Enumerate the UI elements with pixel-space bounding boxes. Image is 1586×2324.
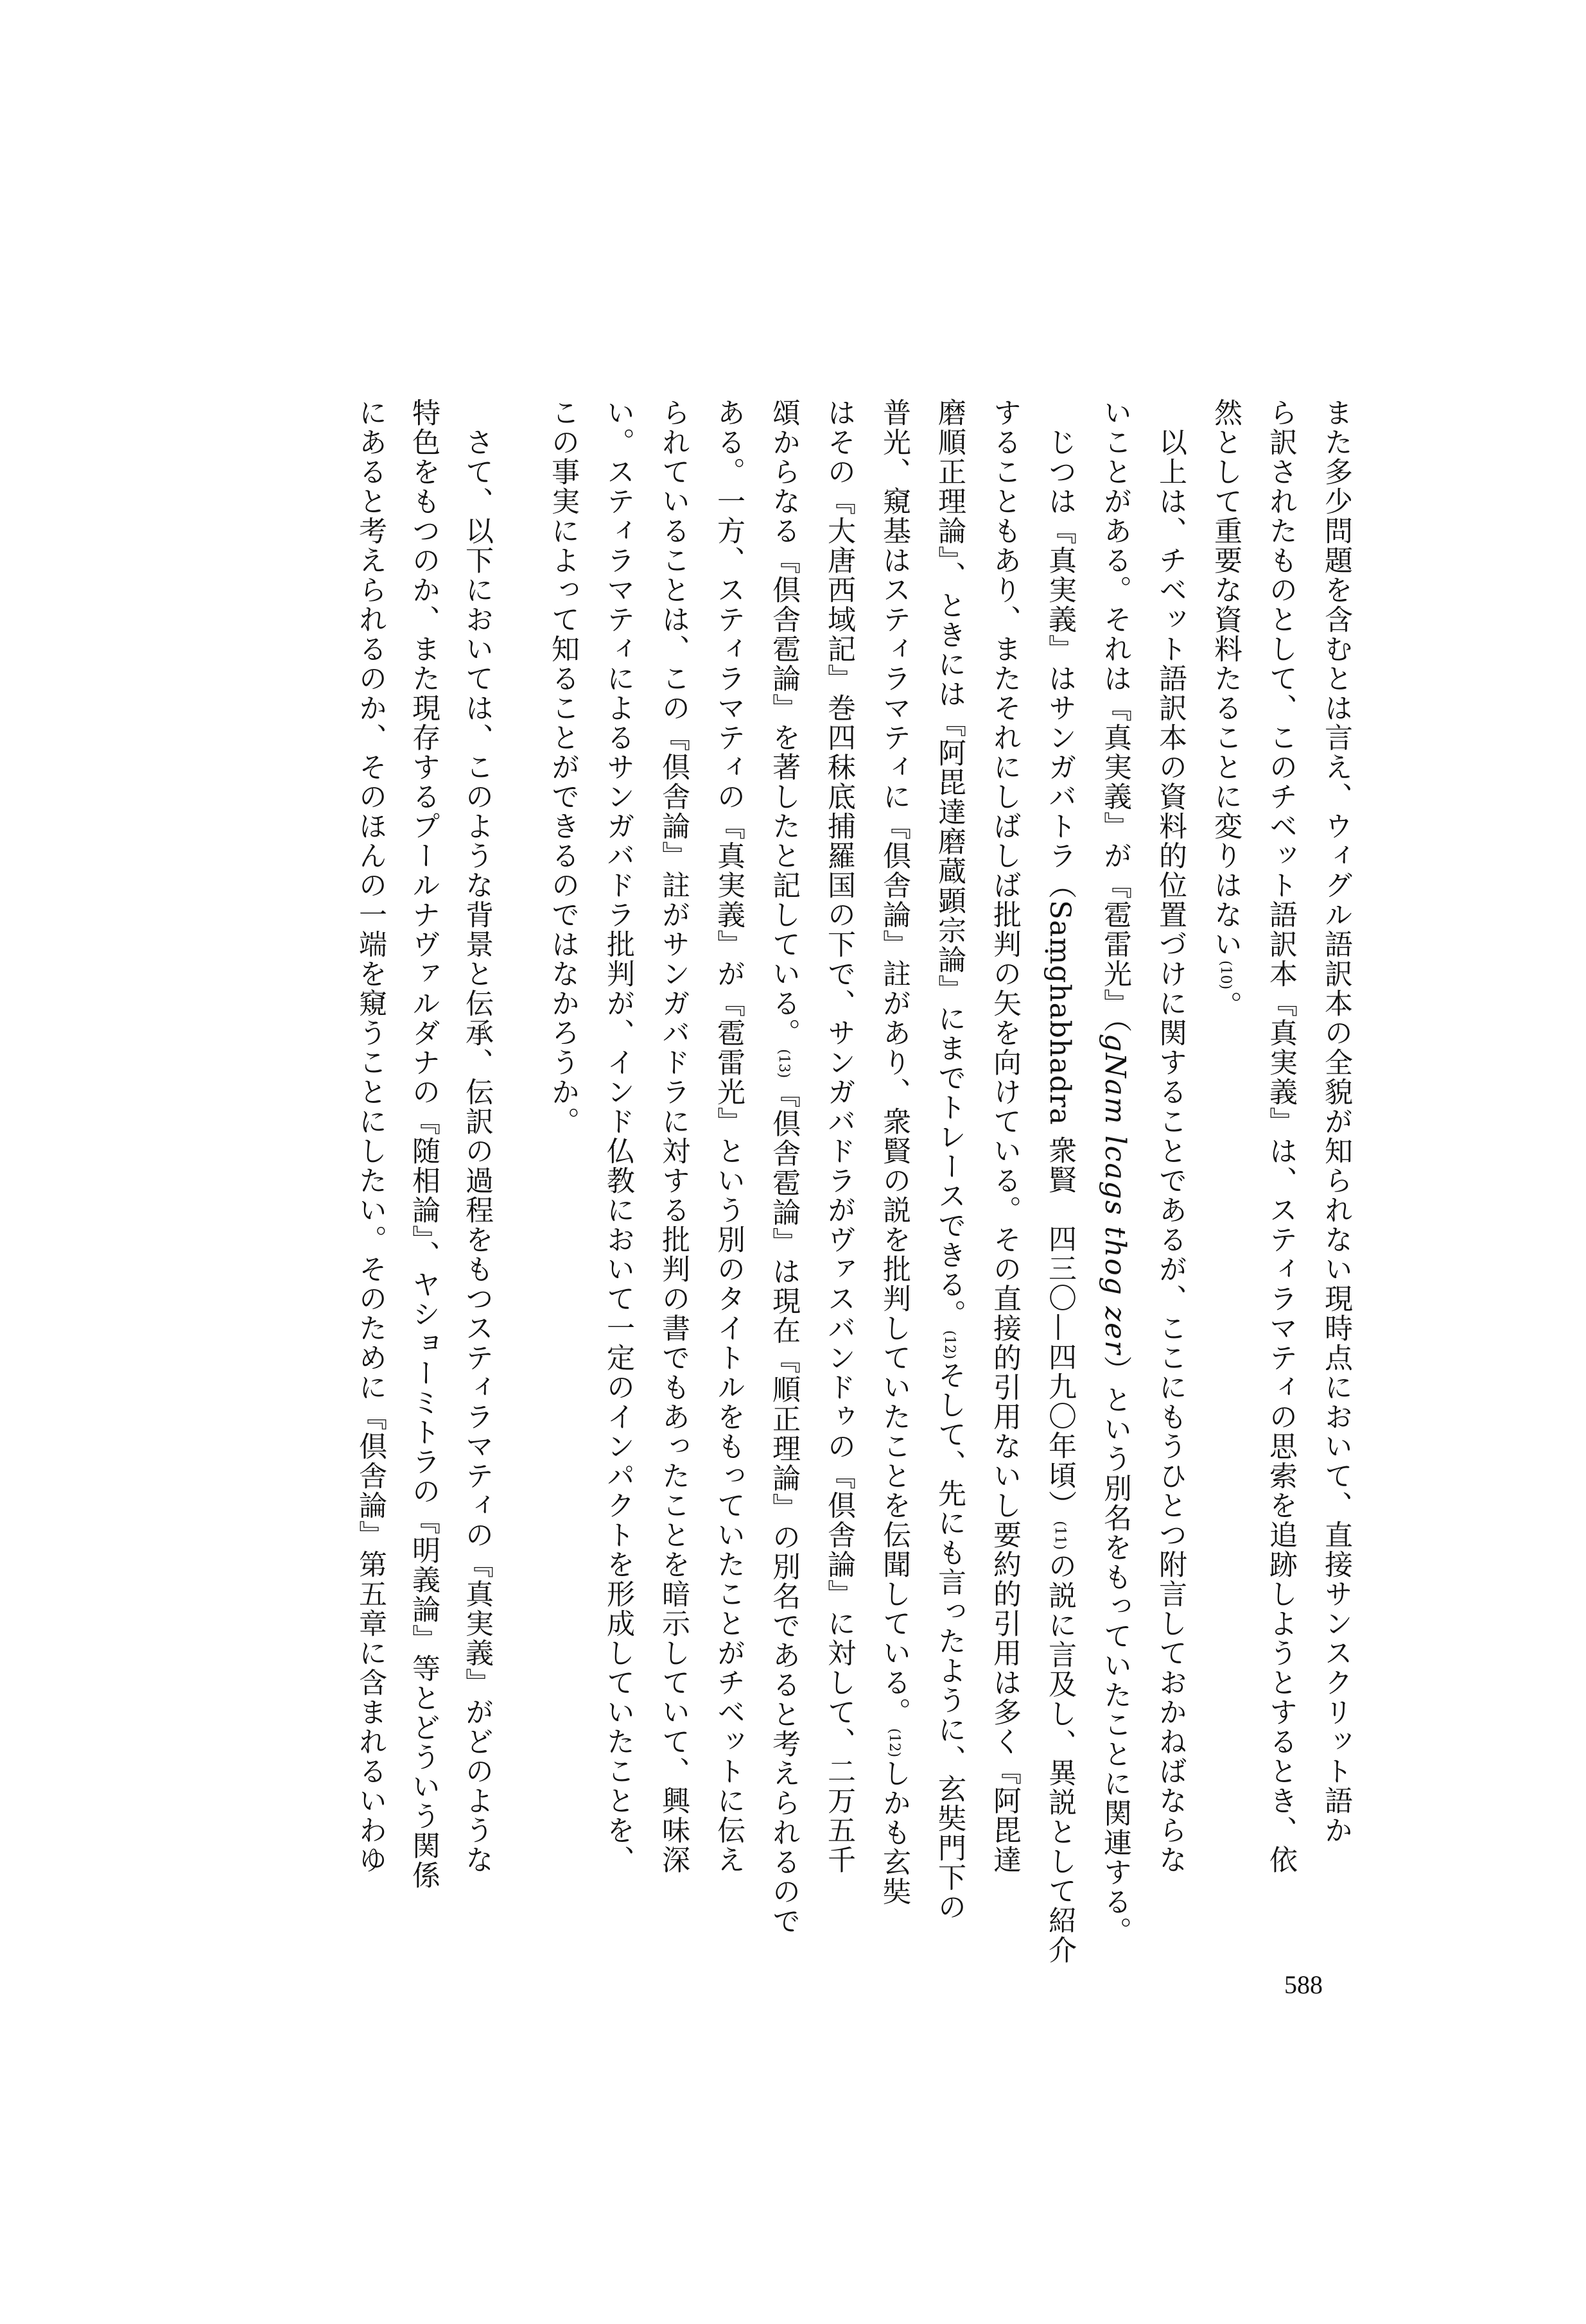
text-column: [710, 398, 746, 1939]
text-segment: 磨順正理論』、ときには『阿毘達磨蔵顕宗論』にまでトレースできる。: [933, 398, 966, 1329]
text-segment: 。: [1209, 991, 1242, 1021]
text-segment: いことがある。それは『真実義』が『雹雷光』（: [1099, 398, 1131, 1034]
text-column: [545, 398, 580, 1939]
text-segment: 特色をもつのか、また現存するプールナヴァルダナの『随相論』、ヤショーミトラの『明義論』等とどういう関係: [407, 398, 440, 1890]
text-column: [765, 398, 801, 1939]
text-segment: この事実によって知ることができるのではなかろうか。: [546, 398, 579, 1136]
footnote-reference[interactable]: (11): [1052, 1521, 1068, 1550]
text-segment: られていることは、この『倶舎論』註がサンガバドラに対する批判の書でもあったことを暗示していて、興味深: [657, 398, 690, 1875]
text-segment: ら訳されたものとして、このチベット語訳本『真実義』は、スティラマティの思索を追跡しようとするとき、依: [1264, 398, 1297, 1875]
text-column: [876, 398, 912, 1939]
text-column: [1152, 398, 1188, 1939]
text-column: [986, 398, 1022, 1939]
text-segment: はその『大唐西域記』巻四秣底捕羅国の下で、サンガバドラがヴァスバンドゥの『倶舎論』に対して、二万五千: [823, 398, 855, 1875]
text-segment: 『倶舎雹論』は現在『順正理論』の別名であると考えられるので: [767, 1079, 800, 1936]
text-column: [931, 398, 967, 1939]
text-segment: また多少問題を含むとは言え、ウィグル語訳本の全貌が知られない現時点において、直接サンスクリット語か: [1320, 398, 1352, 1845]
footnote-reference[interactable]: (10): [1217, 960, 1233, 990]
text-segment: い。スティラマティによるサンガバドラ批判が、インド仏教において一定のインパクトを形成していたことを、: [602, 398, 634, 1875]
text-column: [1207, 398, 1243, 1939]
text-segment: ある。一方、スティラマティの『真実義』が『雹雷光』という別のタイトルをもっていたことがチベットに伝え: [712, 398, 745, 1875]
text-column: [1097, 398, 1133, 1947]
text-column: [405, 398, 441, 1939]
text-segment: することもあり、またそれにしばしば批判の矢を向けている。その直接的引用ないし要約的引用は多く『阿毘達: [988, 398, 1021, 1875]
page-number: 588: [1284, 1970, 1323, 1999]
text-segment: さて、以下においては、このような背景と伝承、伝訳の過程をもつスティラマティの『真実義』がどのような: [460, 398, 493, 1875]
text-segment: しかも玄奘: [878, 1758, 911, 1907]
text-segment: にあると考えられるのか、そのほんの一端を窺うことにしたい。そのために『倶舎論』第五章に含まれるいわゆ: [354, 398, 387, 1875]
text-column: [352, 398, 388, 1939]
text-segment: 然として重要な資料たることに変りはない: [1209, 398, 1242, 959]
text-segment: ）という別名をもっていたことに関連する。: [1099, 1355, 1131, 1947]
footnote-reference[interactable]: (12): [941, 1330, 957, 1360]
text-segment: Saṃghabhadra: [1043, 900, 1076, 1126]
text-segment: 衆賢 四三〇—四九〇年頃）: [1043, 1125, 1076, 1520]
text-segment: じつは『真実義』はサンガバトラ（: [1043, 398, 1076, 900]
text-column: [600, 398, 636, 1939]
text-segment: gNam lcags thog zer: [1099, 1034, 1131, 1356]
text-column: [821, 398, 857, 1939]
text-column: [655, 398, 691, 1939]
footnote-reference[interactable]: (13): [776, 1049, 792, 1079]
text-column: [458, 398, 494, 1939]
text-column: [1041, 398, 1077, 1965]
text-segment: そして、先にも言ったように、玄奘門下の: [933, 1360, 966, 1922]
text-segment: 普光、窺基はスティラマティに『倶舎論』註があり、衆賢の説を批判していたことを伝聞している。: [878, 398, 911, 1727]
footnote-reference[interactable]: (12): [886, 1728, 902, 1758]
text-segment: 以上は、チベット語訳本の資料的位置づけに関することであるが、ここにもうひとつ附言しておかねばならな: [1154, 398, 1187, 1875]
text-segment: 頌からなる『倶舎雹論』を著したと記している。: [767, 398, 800, 1048]
text-column: [1318, 398, 1354, 1939]
text-segment: の説に言及し、異説として紹介: [1043, 1551, 1076, 1965]
text-column: [1262, 398, 1298, 1939]
